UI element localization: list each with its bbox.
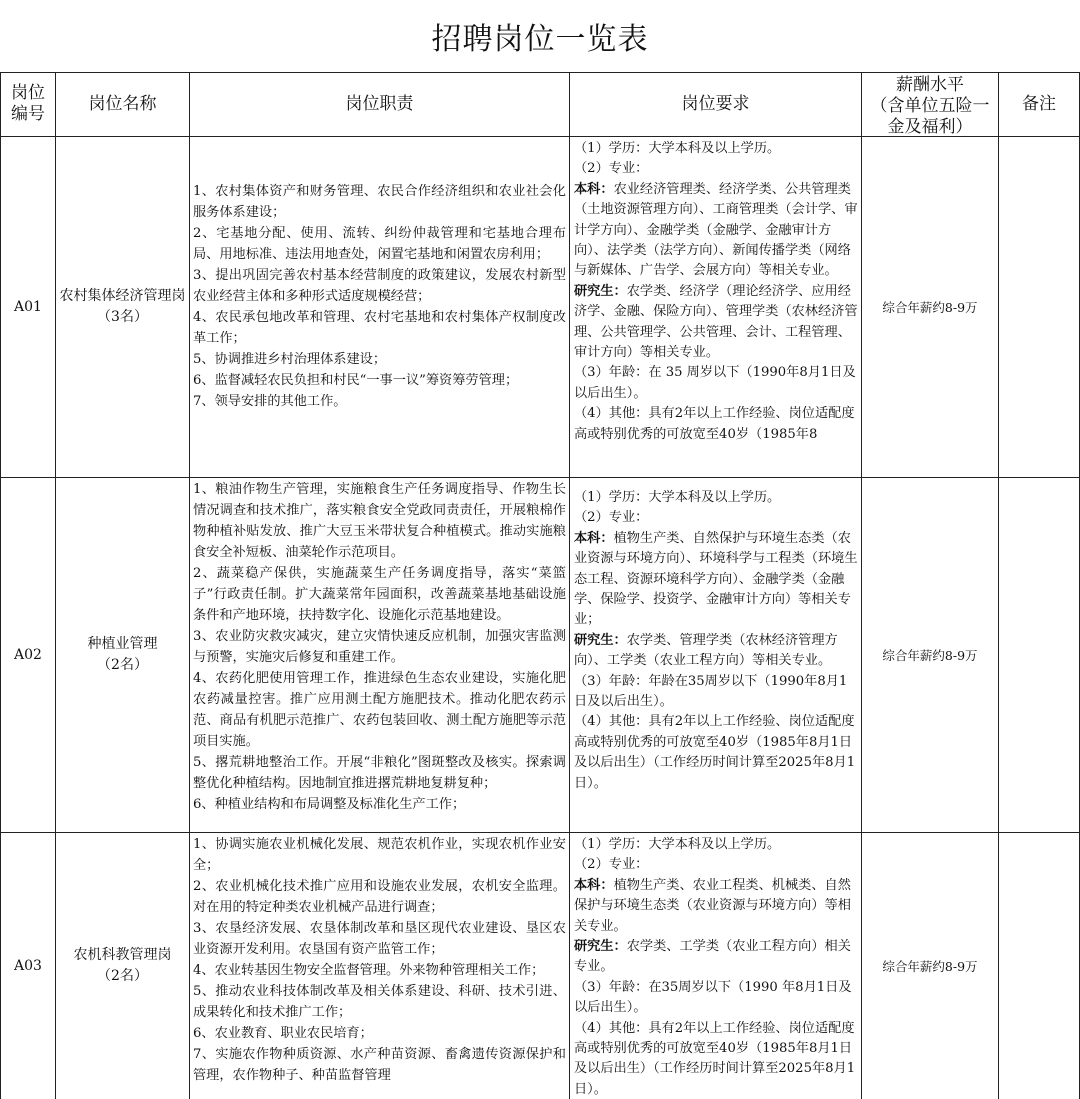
req-graduate-text: 农学类、工学类（农业工程方向）相关专业。 (574, 939, 851, 975)
note (999, 833, 1079, 1099)
duty-item: 2、蔬菜稳产保供，实施蔬菜生产任务调度指导，落实“菜篮子”行政责任制。扩大蔬菜常年园面积，改善蔬菜基地基础设施条件和产地环境，扶持数字化、设施化示范基地建设。 (193, 566, 566, 623)
duty-item: 5、协调推进乡村治理体系建设； (193, 352, 387, 367)
position-title: 种植业管理 (87, 636, 158, 652)
req-major: （2）专业： (574, 161, 649, 177)
req-graduate-label: 研究生： (574, 632, 627, 648)
duty-item: 4、农民承包地改革和管理、农村宅基地和农村集体产权制度改革工作； (193, 310, 566, 346)
duty-list (190, 833, 569, 1099)
requirement-list (570, 137, 861, 477)
header-code (1, 73, 55, 135)
header-name: 岗位名称 (88, 93, 157, 114)
duty-item: 6、监督减轻农民负担和村民“一事一议”筹资筹劳管理； (193, 373, 519, 388)
req-graduate-label: 研究生： (574, 939, 627, 955)
requirement-list (570, 478, 861, 832)
header-salary-line3: 金及福利） (887, 117, 973, 135)
salary: 综合年薪约8-9万 (882, 959, 978, 974)
duty-list (190, 478, 569, 832)
requirement-list (570, 833, 861, 1099)
req-undergrad (574, 529, 859, 631)
note (999, 137, 1079, 477)
req-other: （4）其他：具有2年以上工作经验、岗位适配度高或特别优秀的可放宽至40岁（1985年8月1日及以后出生）（工作经历时间计算至2025年8月1日）。 (574, 714, 856, 791)
salary: 综合年薪约8-9万 (882, 300, 978, 315)
req-undergrad-text: 植物生产类、农业工程类、机械类、自然保护与环境生态类（农业资源与环境方向）等相关专业。 (574, 877, 851, 934)
duty-item: 2、农业机械化技术推广应用和设施农业发展，农机安全监理。对在用的特定种类农业机械产品进行调查； (193, 879, 566, 915)
header-salary-line1: 薪酬水平 (896, 75, 964, 95)
duty-item: 1、协调实施农业机械化发展、规范农机作业，实现农机作业安全； (193, 837, 566, 873)
req-other: （4）其他：具有2年以上工作经验、岗位适配度高或特别优秀的可放宽至40岁（1985年8 (574, 406, 855, 442)
duty-list (190, 137, 569, 477)
req-undergrad-label: 本科： (574, 530, 614, 546)
position-count: （2名） (97, 968, 148, 984)
header-code-line2: 编号 (11, 104, 45, 124)
req-age: （3）年龄：年龄在35周岁以下（1990年8月1日及以后出生）。 (574, 673, 848, 710)
position-name (56, 137, 189, 477)
req-graduate-text: 农学类、管理学类（农林经济管理方向）、工学类（农业工程方向）等相关专业。 (574, 632, 838, 669)
req-graduate (574, 937, 859, 978)
duty-item: 6、种植业结构和布局调整及标准化生产工作； (193, 797, 466, 812)
req-undergrad-label: 本科： (574, 181, 614, 197)
header-req: 岗位要求 (681, 93, 750, 114)
req-undergrad-text: 植物生产类、自然保护与环境生态类（农业资源与环境方向）、环境科学与工程类（环境生态工程、资源环境科学方向）、金融学类（金融学、保险学、投资学、金融审计方向）等相关专业； (574, 530, 858, 628)
req-other: （4）其他：具有2年以上工作经验、岗位适配度高或特别优秀的可放宽至40岁（1985年8月1日及以后出生）（工作经历时间计算至2025年8月1日）。 (574, 1020, 856, 1097)
req-education: （1）学历：大学本科及以上学历。 (574, 490, 781, 505)
duty-item: 3、农垦经济发展、农垦体制改革和垦区现代农业建设、垦区农业资源开发利用。农垦国有资产监管工作； (193, 921, 566, 957)
duty-item: 5、推动农业科技体制改革及相关体系建设、科研、技术引进、成果转化和技术推广工作； (193, 984, 566, 1020)
row-code: A03 (14, 958, 42, 974)
req-undergrad-label: 本科： (574, 877, 614, 893)
req-graduate (574, 282, 859, 364)
duty-item: 4、农业转基因生物安全监督管理。外来物种管理相关工作； (193, 963, 545, 978)
req-age: （3）年龄：在35周岁以下（1990 年8月1日及以后出生）。 (574, 979, 852, 1016)
header-code-line1: 岗位 (11, 83, 45, 103)
duty-item: 1、农村集体资产和财务管理、农民合作经济组织和农业社会化服务体系建设； (193, 184, 566, 220)
duty-item: 2、宅基地分配、使用、流转、纠纷仲裁管理和宅基地合理布局、用地标准、违法用地查处，闲置宅基地和闲置农房利用； (193, 226, 566, 262)
duty-item: 3、农业防灾救灾减灾，建立灾情快速反应机制，加强灾害监测与预警，实施灾后修复和重建工作。 (193, 629, 566, 665)
duty-item: 7、实施农作物种质资源、水产种苗资源、畜禽遗传资源保护和管理，农作物种子、种苗监督管理 (193, 1047, 566, 1083)
req-undergrad-text: 农业经济管理类、经济学类、公共管理类（土地资源管理方向）、工商管理类（会计学、审计学方向）、金融学类（金融学、金融审计方向）、法学类（法学方向）、新闻传播学类（网络与新媒体、广告学、会展方向）等相关专业。 (574, 181, 858, 279)
position-count: （3名） (97, 309, 148, 325)
req-major: （2）专业： (574, 510, 649, 526)
duty-item: 3、提出巩固完善农村基本经营制度的政策建议，发展农村新型农业经营主体和多种形式适度规模经营； (193, 268, 566, 304)
req-education: （1）学历：大学本科及以上学历。 (574, 141, 781, 156)
header-note: 备注 (1022, 93, 1056, 114)
header-salary-line2: （含单位五险一 (870, 96, 990, 116)
req-graduate-text: 农学类、经济学（理论经济学、应用经济学、金融、保险方向）、管理学类（农林经济管理、公共管理学、公共管理、会计、工程管理、审计方向）等相关专业。 (574, 283, 858, 361)
position-count: （2名） (97, 657, 148, 673)
position-name (56, 833, 189, 1099)
position-name (56, 478, 189, 832)
req-graduate (574, 631, 859, 672)
duty-item: 4、农药化肥使用管理工作，推进绿色生态农业建设，实施化肥农药减量控害。推广应用测土配方施肥技术。推动化肥农药示范、商品有机肥示范推广、农药包装回收、测土配方施肥等示范项目实施。 (193, 671, 566, 749)
row-code: A02 (14, 647, 42, 663)
duty-item: 6、农业教育、职业农民培育； (193, 1026, 373, 1041)
duty-item: 1、粮油作物生产管理，实施粮食生产任务调度指导、作物生长情况调查和技术推广，落实粮食安全党政同责责任，开展粮棉作物种植补贴发放、推广大豆玉米带状复合种植模式。推动实施粮食安全补短板、油菜轮作示范项目。 (193, 482, 566, 560)
header-duty: 岗位职责 (345, 93, 414, 114)
note (999, 478, 1079, 832)
req-age: （3）年龄：在 35 周岁以下（1990年8月1日及以后出生）。 (574, 365, 856, 401)
req-graduate-label: 研究生： (574, 283, 627, 299)
position-title: 农机科教管理岗 (73, 947, 172, 963)
salary: 综合年薪约8-9万 (882, 648, 978, 663)
position-title: 农村集体经济管理岗 (59, 288, 186, 304)
page-title: 招聘岗位一览表 (431, 22, 649, 57)
req-undergrad (574, 876, 859, 937)
req-undergrad (574, 180, 859, 282)
req-major: （2）专业： (574, 857, 649, 873)
header-salary (862, 73, 998, 135)
row-code: A01 (14, 299, 42, 315)
req-education: （1）学历：大学本科及以上学历。 (574, 837, 781, 852)
duty-item: 5、撂荒耕地整治工作。开展“非粮化”图斑整改及核实。探索调整优化种植结构。因地制宜推进撂荒耕地复耕复种； (193, 755, 566, 791)
duty-item: 7、领导安排的其他工作。 (193, 394, 347, 409)
